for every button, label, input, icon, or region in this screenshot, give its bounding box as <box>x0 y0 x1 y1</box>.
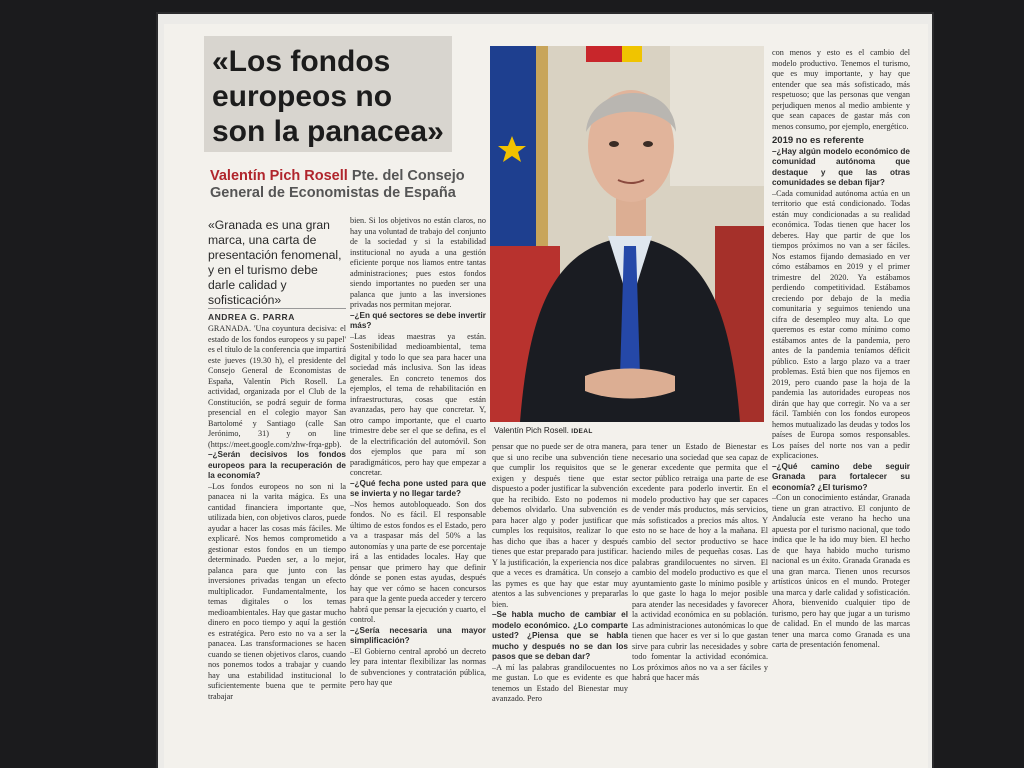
question-5: –Se habla mucho de cambiar el modelo económico. ¿Lo comparte usted? ¿Piensa que se habla mucho y después no se dan los pasos que se deban dar? <box>492 610 628 661</box>
answer-3: –Nos hemos autobloqueado. Son dos fondos. No es fácil. El responsable último de estos fondos es el Estado, pero va a traspasar más del 50% a las autonomías y una parte de ese porcentaje irá a las entidades locales. Hay que pensar que primero hay que definir dónde se ponen estas ayudas, después hay que ver cómo se hacen concursos para que la gente pueda acceder y tercero habrá que pensar la ejecución y cuarto, el control. <box>350 499 486 624</box>
answer-5-end: con menos y esto es el cambio del modelo productivo. Tenemos el turismo, que es muy importante, y hay que entender que sea más sofisticado, más respetuoso; que las personas que vengan perjudiquen menos al medio ambiente y que sean capaces de gastar más con menos consumo, por ejemplo, energético. <box>772 48 910 131</box>
subheading: 2019 no es referente <box>772 135 864 146</box>
answer-4: –El Gobierno central aprobó un decreto ley para intentar flexibilizar las normas de subvenciones y contratación pública, pero hay que <box>350 646 486 687</box>
question-3: –¿Qué fecha pone usted para que se invierta y no llegar tarde? <box>350 478 486 498</box>
question-6: –¿Hay algún modelo económico de comunidad autónoma que destaque y que las otras comunidades se deban fijar? <box>772 146 910 187</box>
answer-1: –Los fondos europeos no son ni la panacea ni la varita mágica. Es una cantidad financiera importante que, utilizada bien, con objetivos claros, puede ayudar a hacer las cosas más fáciles. Me explicaré. Nos hemos comprometido a gestionar estos fondos en un tiempo determinado. Pueden ser, a lo mejor, palanca para que junto con las inversiones privadas tengan un efecto multiplicador. Fundamentalmente, los temas digitales o los temas medioambientales. Hay que gastar mucho dinero en poco tiempo y aquí la gestión es estratégica. Pero esto no va a ser la panacea. Las transformaciones se hacen cuando se tienen objetivos claros, cuando nos ponemos todos a trabajar y cuando hay una estabilidad institucional lo suficientemente buena que te permite trabajar <box>208 481 346 701</box>
byline <box>210 168 490 202</box>
answer-5-cont: para tener un Estado de Bienestar es necesario una sociedad que sea capaz de generar excedente que permita que el sector público retraiga una parte de ese excedente para poderlo invertir. En el modelo productivo hay que ser capaces de vender más productos, más servicios, más sofisticados a precios más altos. Y esto no se hace de hoy a la mañana. El cambio del sector productivo se hace haciendo miles de pequeñas cosas. Las palabras grandilocuentes no sirven. El cambio del modelo productivo es que el ayuntamiento gaste lo mínimo posible y lo que gaste lo haga lo mejor posible para atender las necesidades y favorecer la actividad económica en su población. Las administraciones autonómicas lo que tienen que hacer es ver si lo que gastan sirve para cubrir las necesidades y sobre todo fomentar la actividad económica. Los próximos años no va a ser fáciles y habrá que hacer más <box>632 442 768 682</box>
newspaper-page <box>164 24 928 768</box>
answer-1-cont: bien. Si los objetivos no están claros, no hay una voluntad de trabajo del conjunto de la sociedad y si la estabilidad institucional no ayuda a una gestión eficiente porque nos liamos entre tantas administraciones; pues estos fondos siendo importantes no pueden ser una palanca que junto a las inversiones privadas nos permitan mejorar. <box>350 216 486 309</box>
column-5 <box>772 48 910 764</box>
caption-source: IDEAL <box>571 428 593 435</box>
column-3 <box>492 442 628 764</box>
answer-7: –Con un conocimiento estándar, Granada tiene un gran atractivo. El conjunto de Andalucía este verano ha hecho una apuesta por el turismo nacional, que todo indica que le ha ido muy bien. El hecho de que haya habido mucho turismo nacional es un éxito. Granada Granada es una gran marca. Tienen unos recursos artísticos únicos en el mundo. Proteger una marca y darle calidad y sofisticación. Ahora, bienvenido cualquier tipo de turismo, pero hay que jugar a un turismo de calidad. En el mundo de las marcas tener una marca como Granada es una carta de presentación fenomenal. <box>772 493 910 649</box>
column-1 <box>208 324 346 764</box>
answer-2: –Las ideas maestras ya están. Sostenibilidad medioambiental, tema digital y todo lo que sea para hacer una sociedad más inclusiva. Son las ideas generales. En concreto tenemos dos ejemplos, el tema de rehabilitación en infraestructuras, cosas que están avanzadas, pero hay que concretar. Y, otro campo importante, que el cuarto trimestre debe ser el que se defina, es el de la electrificación del automóvil. Son dos ejemplos que para mí son paradigmáticos, pero hay que empezar a concretar. <box>350 331 486 477</box>
caption-name: Valentín Pich Rosell. <box>494 426 569 435</box>
question-2: –¿En qué sectores se debe invertir más? <box>350 310 486 330</box>
column-2 <box>350 216 486 764</box>
portrait-photo <box>490 46 764 422</box>
byline-name: Valentín Pich Rosell <box>210 168 348 184</box>
answer-4-cont: pensar que no puede ser de otra manera, que si uno recibe una subvención tiene que cumplir los requisitos que se le exigen y después tiene que estar dispuesto a poder justificar la subvención que ha recibido. Esto no podemos ni debemos olvidarlo. Una subvención es para hacer algo y poder justificar que cumples los requisitos, realizar lo que has dicho que ibas a hacer y después tienes que estar preparado para justificar. Y la justificación, la experiencia nos dice que a veces es dramática. Un consejo a las pymes es que hay que estar muy atentos a las subvenciones y prepararlas bien. <box>492 442 628 609</box>
intro-paragraph: GRANADA. 'Una coyuntura decisiva: el estado de los fondos europeos y su papel' es el título de la conferencia que impartirá este jueves (19.30 h), el presidente del Consejo General de Economistas de España, Valentín Pich Rosell. La actividad, organizada por el Club de la Constitución, se podrá seguir de forma presencial en el colegio mayor San Bartolomé y Santiago (calle San Jerónimo, 31) y on line (https://meet.google.com/zhw-frqa-gpb). <box>208 324 346 449</box>
photo-caption <box>494 426 764 435</box>
question-7: –¿Qué camino debe seguir Granada para fortalecer su economía? ¿El turismo? <box>772 461 910 492</box>
headline: «Los fondos europeos no son la panacea» <box>212 45 444 148</box>
question-1: –¿Serán decisivos los fondos europeos para la recuperación de la economía? <box>208 450 346 480</box>
portrait-photo-icon <box>490 46 764 422</box>
column-4 <box>632 442 768 764</box>
pull-quote: «Granada es una gran marca, una carta de presentación fenomenal, y en el turismo debe darle calidad y sofisticación» <box>208 218 342 307</box>
answer-6: –Cada comunidad autónoma actúa en un territorio que está condicionado. Todas están muy condicionadas a su realidad económica. Todas tienen que hacer los deberes. Hay que partir de que los tiempos próximos no van a ser fáciles. Nos estamos fijando demasiado en ver cómo estábamos en 2019 y el primer trimestre del 2020. Ya estábamos perdiendo competitividad. Estábamos creciendo por debajo de la media comunitaria y seguimos teniendo una cifra de desempleo muy alta. Lo que queremos es estar como mínimo como estábamos antes de la pandemia, pero antes de la pandemia teníamos déficit público. Esto a largo plazo va a traer problemas. Está bien que nos fijemos en 2019, pero cuando pase la hoja de la pandemia las autoridades europeas nos dirán que hay que corregir. No va a ser fácil. También con los fondos europeos hemos mutualizado las deudas y todos los países de Europa somos responsables. Los países del norte nos van a pedir explicaciones. <box>772 188 910 460</box>
answer-5: –A mí las palabras grandilocuentes no me gustan. Lo que es evidente es que tenemos un Estado del Bienestar muy avanzado. Pero <box>492 662 628 703</box>
byline-role: Pte. del Consejo General de Economistas de España <box>210 168 465 201</box>
author-credit: ANDREA G. PARRA <box>208 308 346 322</box>
question-4: –¿Sería necesaria una mayor simplificación? <box>350 625 486 645</box>
